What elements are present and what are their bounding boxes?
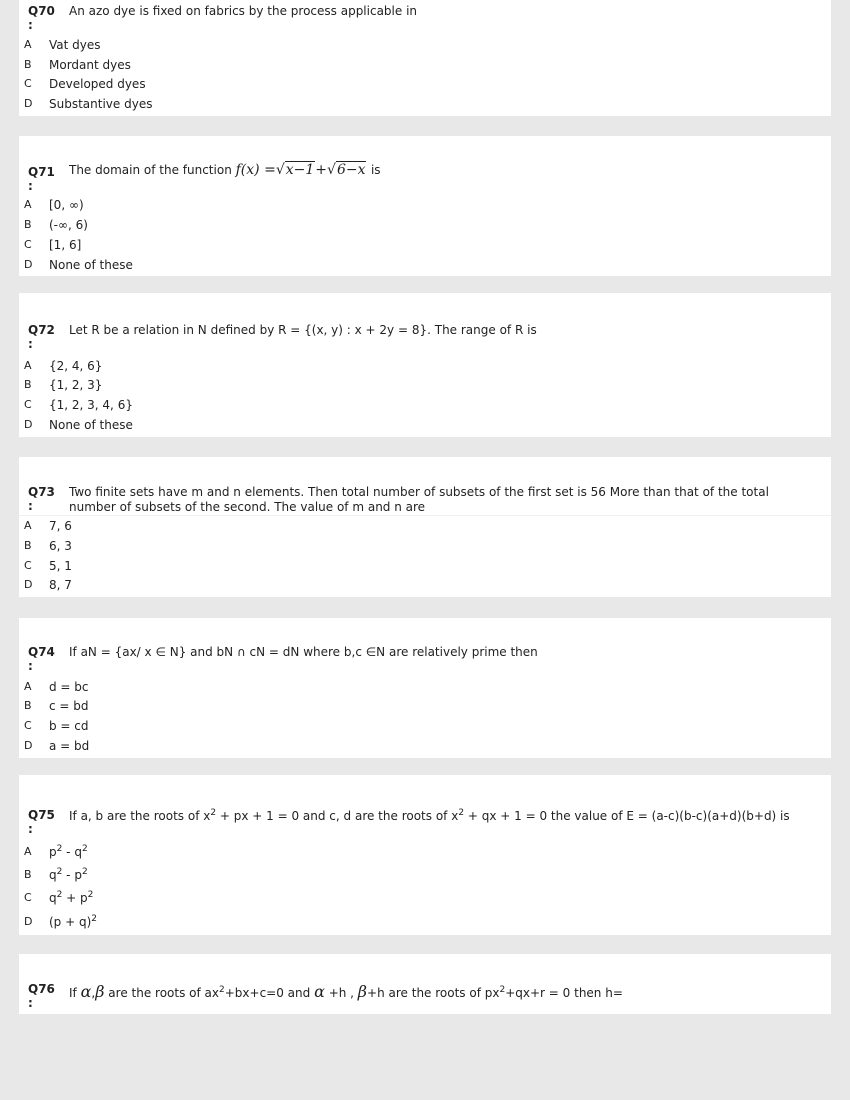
option-label: B xyxy=(24,539,32,552)
question-number: Q72 xyxy=(28,323,55,337)
question-card-q75 xyxy=(19,775,831,935)
question-number: Q75 xyxy=(28,808,55,822)
question-colon: : xyxy=(28,822,33,836)
option-text xyxy=(49,891,93,905)
text-part: + px + 1 = 0 and c, d are the roots of x xyxy=(216,809,459,823)
formula-root1: x−1 xyxy=(285,162,315,178)
option-label: C xyxy=(24,238,32,251)
question-text: Let R be a relation in N defined by R = {(x, y) : x + 2y = 8}. The range of R is xyxy=(69,323,537,337)
option-text: d = bc xyxy=(49,680,89,694)
option-text: a = bd xyxy=(49,739,90,753)
alpha-symbol: α xyxy=(314,982,325,1001)
option-text: [1, 6] xyxy=(49,238,82,252)
alpha-symbol: α xyxy=(80,982,92,1001)
option-label: C xyxy=(24,559,32,572)
text-part: p xyxy=(49,845,57,859)
option-text: {2, 4, 6} xyxy=(49,359,103,373)
superscript: 2 xyxy=(458,808,465,818)
superscript: 2 xyxy=(81,844,88,854)
text-part: +h are the roots of px xyxy=(367,986,500,1000)
option-label: B xyxy=(24,218,32,231)
option-text: 7, 6 xyxy=(49,519,72,533)
question-colon: : xyxy=(28,18,33,32)
option-label: D xyxy=(24,258,33,271)
question-number: Q76 xyxy=(28,982,55,996)
option-text: Vat dyes xyxy=(49,38,101,52)
option-label: A xyxy=(24,680,32,693)
superscript: 2 xyxy=(219,985,225,995)
question-card-q73 xyxy=(19,457,831,597)
question-text: If aN = {ax/ x ∈ N} and bN ∩ cN = dN where b,c ∈N are relatively prime then xyxy=(69,645,538,659)
question-colon: : xyxy=(28,996,33,1010)
option-label: D xyxy=(24,97,33,110)
text-part: +qx+r = 0 then h= xyxy=(505,986,623,1000)
text-part: If a, b are the roots of x xyxy=(69,809,211,823)
question-card-q74 xyxy=(19,618,831,758)
option-label: B xyxy=(24,58,32,71)
option-text: (-∞, 6) xyxy=(49,218,88,232)
option-text: b = cd xyxy=(49,719,89,733)
question-text: An azo dye is fixed on fabrics by the process applicable in xyxy=(69,4,418,18)
option-label: A xyxy=(24,519,32,532)
question-colon: : xyxy=(28,659,33,673)
option-label: D xyxy=(24,739,33,752)
superscript: 2 xyxy=(91,914,98,924)
option-text: 6, 3 xyxy=(49,539,72,553)
option-text: 8, 7 xyxy=(49,578,72,592)
option-label: A xyxy=(24,845,32,858)
superscript: 2 xyxy=(210,808,217,818)
option-label: C xyxy=(24,77,32,90)
text-part: - p xyxy=(62,868,82,882)
question-number: Q73 xyxy=(28,485,55,499)
text-part: +h , xyxy=(324,986,358,1000)
question-text xyxy=(69,984,811,1001)
option-text: None of these xyxy=(49,418,133,432)
question-card-q76 xyxy=(19,954,831,1014)
divider xyxy=(19,515,831,516)
option-text: 5, 1 xyxy=(49,559,72,573)
formula-fx: f(x) = xyxy=(235,162,276,178)
option-text: {1, 2, 3, 4, 6} xyxy=(49,398,133,412)
option-label: A xyxy=(24,359,32,372)
text-part: +bx+c=0 and xyxy=(224,986,315,1000)
superscript: 2 xyxy=(56,844,63,854)
superscript: 2 xyxy=(499,985,506,995)
text-part: + p xyxy=(62,891,88,905)
question-number: Q70 xyxy=(28,4,55,18)
option-label: A xyxy=(24,38,32,51)
option-label: B xyxy=(24,699,32,712)
text-part: q xyxy=(49,868,57,882)
formula-plus: + xyxy=(315,162,328,178)
text-part: , xyxy=(91,986,96,1000)
question-card-q70 xyxy=(19,0,831,116)
option-label: D xyxy=(24,915,33,928)
beta-symbol: β xyxy=(95,982,105,1001)
option-label: A xyxy=(24,198,32,211)
option-text xyxy=(49,915,97,929)
question-text xyxy=(69,809,811,824)
option-text: Substantive dyes xyxy=(49,97,153,111)
option-text: {1, 2, 3} xyxy=(49,378,103,392)
option-label: C xyxy=(24,891,32,904)
question-number: Q74 xyxy=(28,645,55,659)
superscript: 2 xyxy=(56,867,63,877)
option-text xyxy=(49,868,88,882)
domain-formula: f(x) =√x−1+√6−x xyxy=(235,162,366,178)
option-label: D xyxy=(24,578,33,591)
question-card-q71 xyxy=(19,136,831,276)
superscript: 2 xyxy=(87,890,94,900)
superscript: 2 xyxy=(81,867,88,877)
question-card-q72 xyxy=(19,293,831,437)
option-text xyxy=(49,845,88,859)
formula-root2: 6−x xyxy=(336,162,366,178)
superscript: 2 xyxy=(56,890,63,900)
option-label: B xyxy=(24,868,32,881)
option-label: D xyxy=(24,418,33,431)
text-part: are the roots of ax xyxy=(104,986,219,1000)
question-colon: : xyxy=(28,179,33,193)
option-text: [0, ∞) xyxy=(49,198,84,212)
option-label: C xyxy=(24,398,32,411)
text-part: If xyxy=(69,986,77,1000)
question-colon: : xyxy=(28,499,33,513)
question-text-post: is xyxy=(370,163,381,177)
question-number: Q71 xyxy=(28,165,55,179)
text-part: + qx + 1 = 0 the value of E = (a-c)(b-c)(a+d)(b+d) is xyxy=(464,809,790,823)
option-text: Developed dyes xyxy=(49,77,146,91)
option-label: B xyxy=(24,378,32,391)
text-part: - q xyxy=(62,845,82,859)
option-text: c = bd xyxy=(49,699,89,713)
question-text xyxy=(69,163,811,178)
question-text-pre: The domain of the function xyxy=(69,163,232,177)
option-text: Mordant dyes xyxy=(49,58,131,72)
text-part: (p + q) xyxy=(49,915,92,929)
beta-symbol: β xyxy=(357,982,368,1001)
text-part: q xyxy=(49,891,57,905)
question-text: Two finite sets have m and n elements. Then total number of subsets of the first set is 56 More than that of the total number of subsets of the second. The value of m and n are xyxy=(69,485,769,514)
question-colon: : xyxy=(28,337,33,351)
option-text: None of these xyxy=(49,258,133,272)
option-label: C xyxy=(24,719,32,732)
